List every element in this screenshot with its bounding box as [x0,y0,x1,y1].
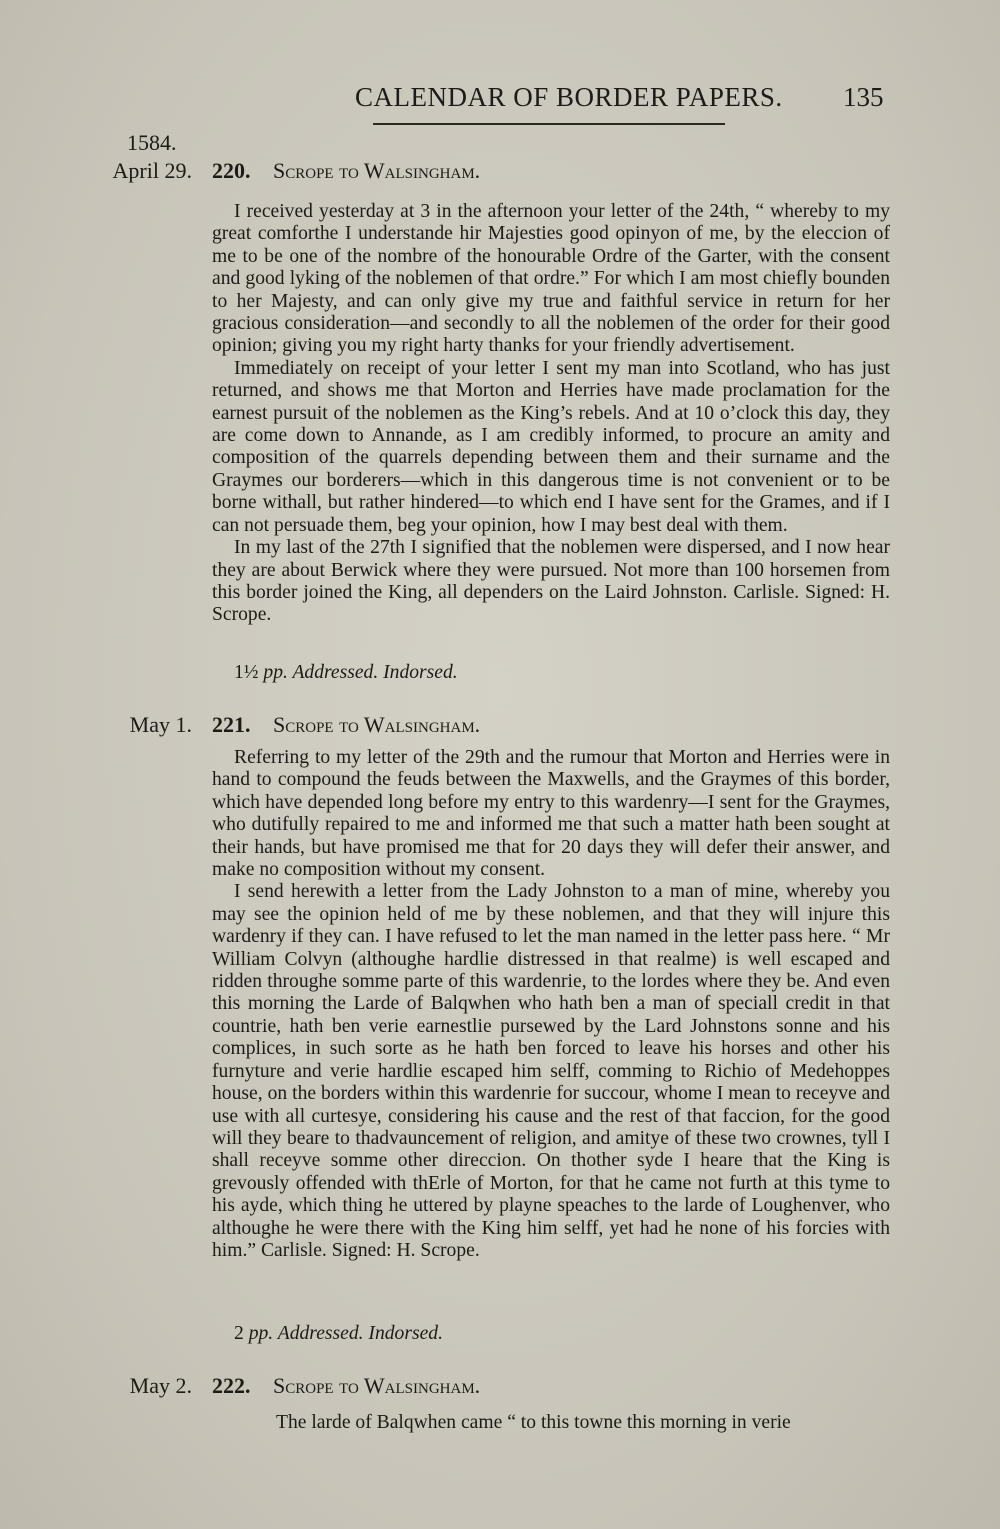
entry-body [212,201,890,627]
entry-body [212,747,890,1262]
entry-title: Scrope to Walsingham. [273,1373,481,1398]
paragraph: I send herewith a letter from the Lady Johnston to a man of mine, whereby you may see the opinion held of me by these noblemen, and that they will injure this wardenry if they can. I have refused to let the man named in the letter pass here. “ Mr William Colvyn (althoughe hardlie distressed in that realme) is well escaped and ridden throughe somme parte of this wardenrie, to the lordes where they be. And even this morning the Larde of Balqwhen who hath ben a man of speciall credit in that countrie, hath ben verie earnestlie pursewed by the Lard Johnstons sonne and his complices, in such sorte as he hath ben forced to leave his horses and other his furnyture and verie hardlie escaped him selff, comming to Richio of Medehoppes house, on the borders within this wardenrie for succour, whome I mean to receyve and use with all curtesye, considering his cause and the rest of that faccion, for the good will they beare to thadvauncement of religion, and amitye of these two crownes, tyll I shall receyve somme other direccion. On thother syde I heare that the King is grevously offended with thErle of Morton, for that he came not furth at this tyme to his ayde, which thing he uttered by playne speaches to the larde of Loughenver, who althoughe he were there with the King him selff, yet had he none of his forcies with him.” Carlisle. Signed: H. Scrope. [212,881,890,1261]
header-rule [373,123,725,125]
note-text: pp. Addressed. Indorsed. [248,1323,443,1344]
note-text: pp. Addressed. Indorsed. [263,662,458,683]
entry-date: May 1. [129,712,192,737]
entry-body [212,1412,890,1434]
entry-date: April 29. [112,158,192,183]
document-note [234,662,458,684]
paragraph: Referring to my letter of the 29th and the rumour that Morton and Herries were in hand to compound the feuds between the Maxwells, and the Graymes of this border, which have depended long before my entry to this wardenry—I sent for the Graymes, who dutifully repaired to me and informed me that such a matter hath been sought at their hands, but have promised me that for 20 days they will defer their answer, and make no composition without my consent. [212,747,890,881]
entry-number: 220. [212,158,251,183]
entry-number: 221. [212,712,251,737]
paragraph: Immediately on receipt of your letter I sent my man into Scotland, who has just returned, and shows me that Morton and Herries have made proclamation for the earnest pursuit of the noblemen as the King’s rebels. And at 10 o’clock this day, they are come down to Annande, as I am credibly informed, to procure an amity and composition of the quarrels depending between them and their surname and the Graymes our borderers—which in this dangerous time is not convenient or to be borne withall, but rather hindered—to which end I have sent for the Grames, and if I can not persuade them, beg your opinion, how I may best deal with them. [212,357,890,536]
page-number: 135 [843,82,884,112]
document-note [234,1323,443,1345]
entry-title: Scrope to Walsingham. [273,712,481,737]
note-page-count: 2 [234,1323,244,1344]
paragraph: The larde of Balqwhen came “ to this towne this morning in verie [276,1412,791,1433]
note-page-count: 1½ [234,662,259,683]
running-header-title: CALENDAR OF BORDER PAPERS. [355,82,783,112]
paragraph: In my last of the 27th I signified that the noblemen were dispersed, and I now hear they are about Berwick where they were pursued. Not more than 100 horsemen from this border joined the King, all dependers on the Laird Johnston. Carlisle. Signed: H. Scrope. [212,537,890,626]
year-marker: 1584. [127,130,177,155]
entry-date: May 2. [129,1373,192,1398]
entry-title: Scrope to Walsingham. [273,158,481,183]
paragraph: I received yesterday at 3 in the afternoon your letter of the 24th, “ whereby to my great comforthe I understande hir Majesties good opinyon of me, by the eleccion of me to be one of the nombre of the honourable Ordre of the Garter, with the consent and good lyking of the noblemen of that ordre.” For which I am most chiefly bounden to her Majesty, and can only give my true and faithful service in return for her gracious consideration—and secondly to all the noblemen of the order for their good opinion; giving you my right harty thanks for your friendly advertisement. [212,201,890,357]
entry-number: 222. [212,1373,251,1398]
